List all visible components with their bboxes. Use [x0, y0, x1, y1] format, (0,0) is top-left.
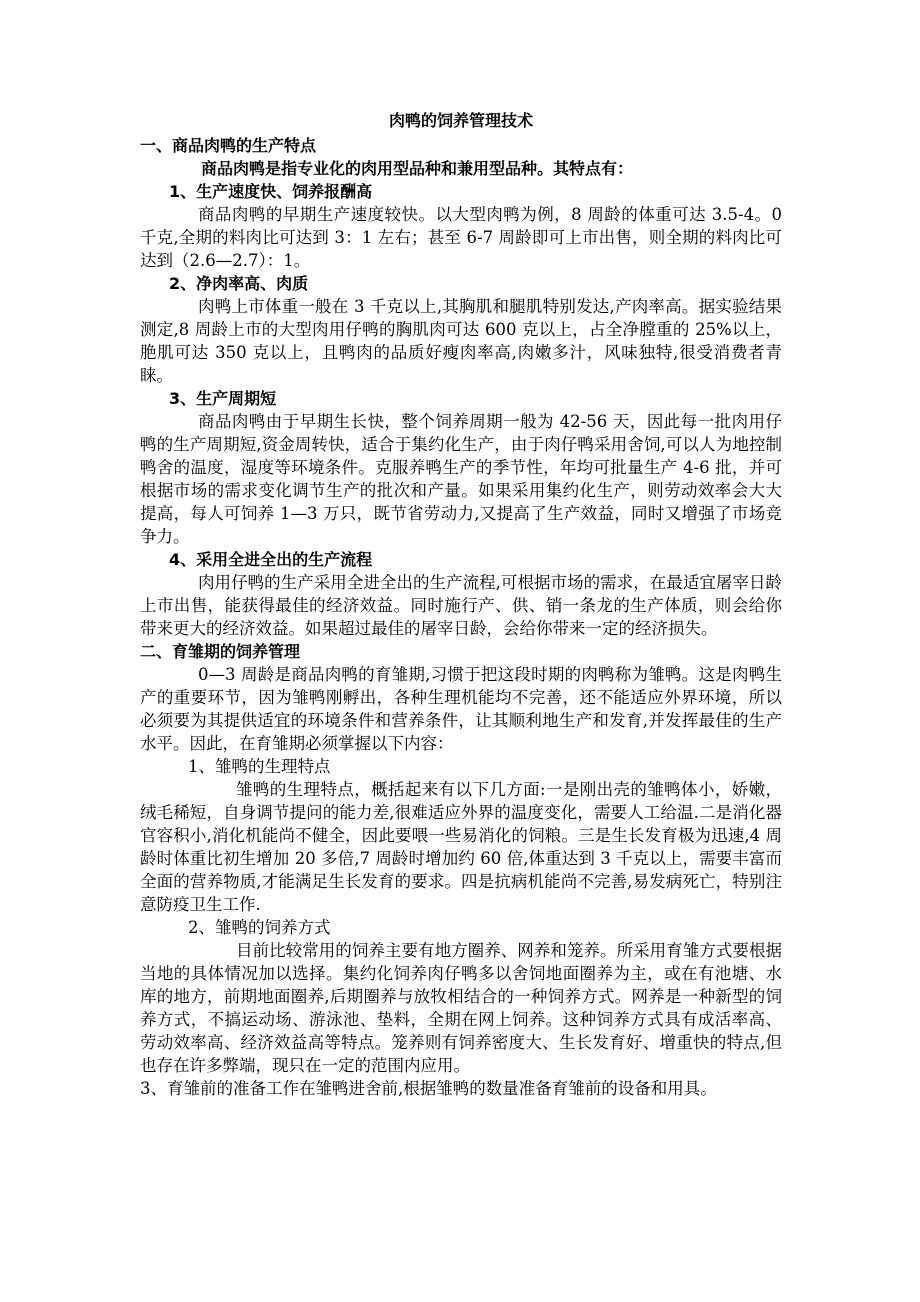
section-1-sub-3-heading: 3、生产周期短 [169, 389, 277, 408]
section-1-sub-4-heading: 4、采用全进全出的生产流程 [169, 550, 373, 569]
section-1-sub-1-heading: 1、生产速度快、饲养报酬高 [169, 182, 373, 201]
section-2-sub-2-body: 目前比较常用的饲养主要有地方圈养、网养和笼养。所采用育雏方式要根据当地的具体情况加以选择。集约化饲养肉仔鸭多以舍饲地面圈养为主，或在有池塘、水库的地方，前期地面圈养,后期圈养与放牧相结合的一种饲养方式。网养是一种新型的饲养方式，不搞运动场、游泳池、垫料，全期在网上饲养。这种饲养方式具有成活率高、劳动效率高、经济效益高等特点。笼养则有饲养密度大、生长发育好、增重快的特点,但也存在许多弊端，现只在一定的范围内应用。 [140, 941, 782, 1075]
section-1-intro: 商品肉鸭是指专业化的肉用型品种和兼用型品种。其特点有： [201, 159, 634, 178]
section-2-sub-2-heading: 2、雏鸭的饲养方式 [188, 918, 331, 937]
section-1-sub-4-body: 肉用仔鸭的生产采用全进全出的生产流程,可根据市场的需求，在最适宜屠宰日龄上市出售，能获得最佳的经济效益。同时施行产、供、销一条龙的生产体质，则会给你带来更大的经济效益。如果超过最佳的屠宰日龄，会给你带来一定的经济损失。 [140, 573, 782, 638]
document-page [140, 110, 782, 1100]
section-1-sub-2-body: 肉鸭上市体重一般在 3 千克以上,其胸肌和腿肌特别发达,产肉率高。据实验结果测定,8 周龄上市的大型肉用仔鸭的胸肌肉可达 600 克以上，占全净膛重的 25%以上，脃肌可达 350 克以上，且鸭肉的品质好瘦肉率高,肉嫩多汁，风味独特,很受消费者青睐。 [140, 297, 782, 385]
section-1-sub-3-body: 商品肉鸭由于早期生长快，整个饲养周期一般为 42-56 天，因此每一批肉用仔鸭的生产周期短,资金周转快，适合于集约化生产，由于肉仔鸭采用舍饲,可以人为地控制鸭舍的温度，湿度等环境条件。克服养鸭生产的季节性，年均可批量生产 4-6 批，并可根据市场的需求变化调节生产的批次和产量。如果采用集约化生产，则劳动效率会大大提高，每人可饲养 1—3 万只，既节省劳动力,又提高了生产效益，同时又增强了市场竞争力。 [140, 412, 782, 546]
section-1-heading: 一、商品肉鸭的生产特点 [140, 136, 317, 155]
section-2-sub-1-body: 雏鸭的生理特点，概括起来有以下几方面:一是刚出壳的雏鸭体小，娇嫩，绒毛稀短，自身调节提问的能力差,很难适应外界的温度变化，需要人工给温.二是消化器官容积小,消化机能尚不健全，因此要喂一些易消化的饲粮。三是生长发育极为迅速,4 周龄时体重比初生增加 20 多倍,7 周龄时增加约 60 倍,体重达到 3 千克以上，需要丰富而全面的营养物质,才能满足生长发育的要求。四是抗病机能尚不完善,易发病死亡，特别注意防疫卫生工作. [140, 780, 782, 914]
section-2-sub-1-heading: 1、雏鸭的生理特点 [188, 757, 331, 776]
document-title: 肉鸭的饲养管理技术 [388, 111, 533, 130]
section-2-heading: 二、育雏期的饲养管理 [140, 642, 301, 661]
section-1-sub-2-heading: 2、净肉率高、肉质 [169, 274, 309, 293]
section-2-sub-3-text: 3、育雏前的准备工作在雏鸭进舍前,根据雏鸭的数量准备育雏前的设备和用具。 [140, 1079, 717, 1098]
section-2-intro: 0—3 周龄是商品肉鸭的育雏期,习惯于把这段时期的肉鸭称为雏鸭。这是肉鸭生产的重要环节，因为雏鸭刚孵出，各种生理机能均不完善，还不能适应外界环境，所以必须要为其提供适宜的环境条件和营养条件，让其顺利地生产和发育,并发挥最佳的生产水平。因此，在育雏期必须掌握以下内容： [140, 665, 782, 753]
section-1-sub-1-body: 商品肉鸭的早期生产速度较快。以大型肉鸭为例，8 周龄的体重可达 3.5-4。0 千克,全期的料肉比可达到 3：1 左右；甚至 6-7 周龄即可上市出售，则全期的料肉比可达到（2.6—2.7）：1。 [140, 205, 782, 270]
